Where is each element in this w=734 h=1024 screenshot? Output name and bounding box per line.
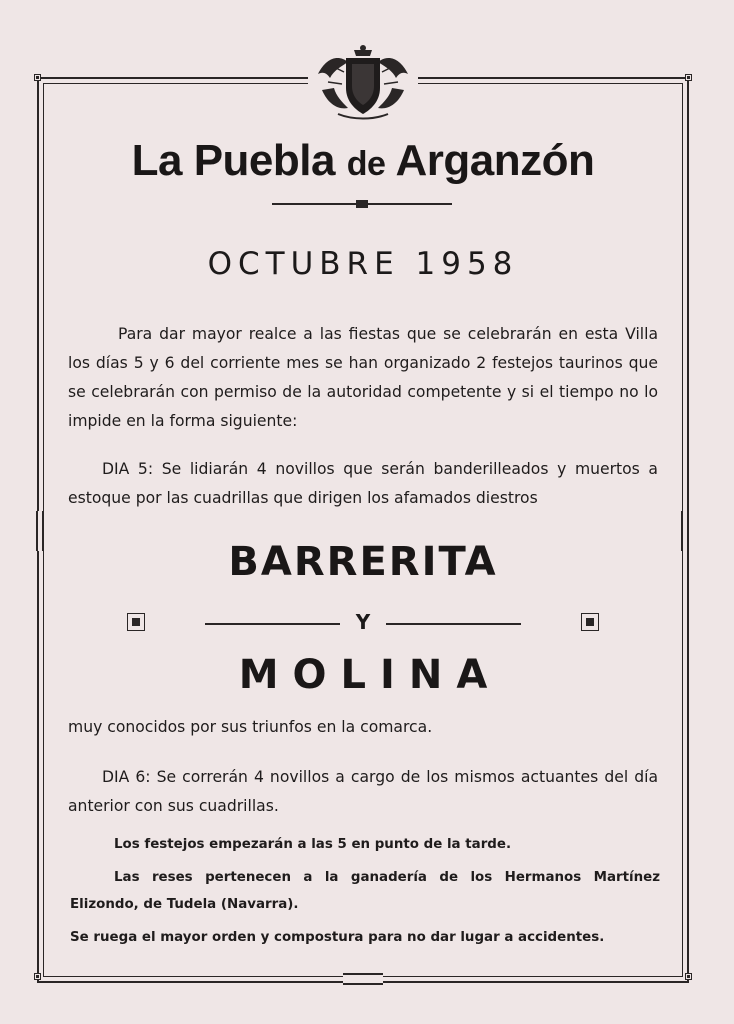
- connector-row: [205, 610, 521, 638]
- bottom-notch: [343, 973, 383, 985]
- start-time-note: Los festejos empezarán a las 5 en punto de la tarde.: [114, 837, 512, 852]
- corner-ornament: [34, 973, 41, 980]
- day6-paragraph: DIA 6: Se correrán 4 novillos a cargo de los mismos actuantes del día anterior con sus cuadrillas.: [68, 768, 658, 815]
- event-date: OCTUBRE 1958: [207, 246, 519, 282]
- corner-ornament: [34, 74, 41, 81]
- square-ornament-icon: [127, 613, 145, 631]
- bullfighter-name-2: MOLINA: [238, 652, 502, 698]
- ranch-note: Las reses pertenecen a la ganadería de los Hermanos Martínez Elizondo, de Tudela (Navarra).: [70, 870, 660, 912]
- divider-dot: [356, 200, 368, 208]
- title-divider: [272, 200, 452, 208]
- intro-paragraph: Para dar mayor realce a las fiestas que se celebrarán en esta Villa los días 5 y 6 del corriente mes se han organizado 2 festejos taurinos que se celebrarán con permiso de la autoridad competente y si el tiempo no lo impide en la forma siguiente:: [68, 325, 658, 430]
- coat-of-arms-icon: [308, 44, 418, 122]
- square-ornament-icon: [581, 613, 599, 631]
- order-note: Se ruega el mayor orden y compostura para no dar lugar a accidentes.: [70, 930, 605, 945]
- poster-title: [43, 136, 683, 186]
- connector-line-right: [386, 623, 521, 625]
- bullfighter-name-1: BARRERITA: [228, 539, 498, 585]
- corner-ornament: [685, 973, 692, 980]
- title-town-part2: Arganzón: [395, 136, 595, 185]
- corner-ornament: [685, 74, 692, 81]
- fame-paragraph: muy conocidos por sus triunfos en la comarca.: [68, 718, 433, 736]
- day5-paragraph: DIA 5: Se lidiarán 4 novillos que serán banderilleados y muertos a estoque por las cuadrillas que dirigen los afamados diestros: [68, 460, 658, 507]
- connector-y: Y: [355, 610, 371, 634]
- title-connector: de: [346, 145, 386, 183]
- title-town-part1: La Puebla: [131, 136, 335, 185]
